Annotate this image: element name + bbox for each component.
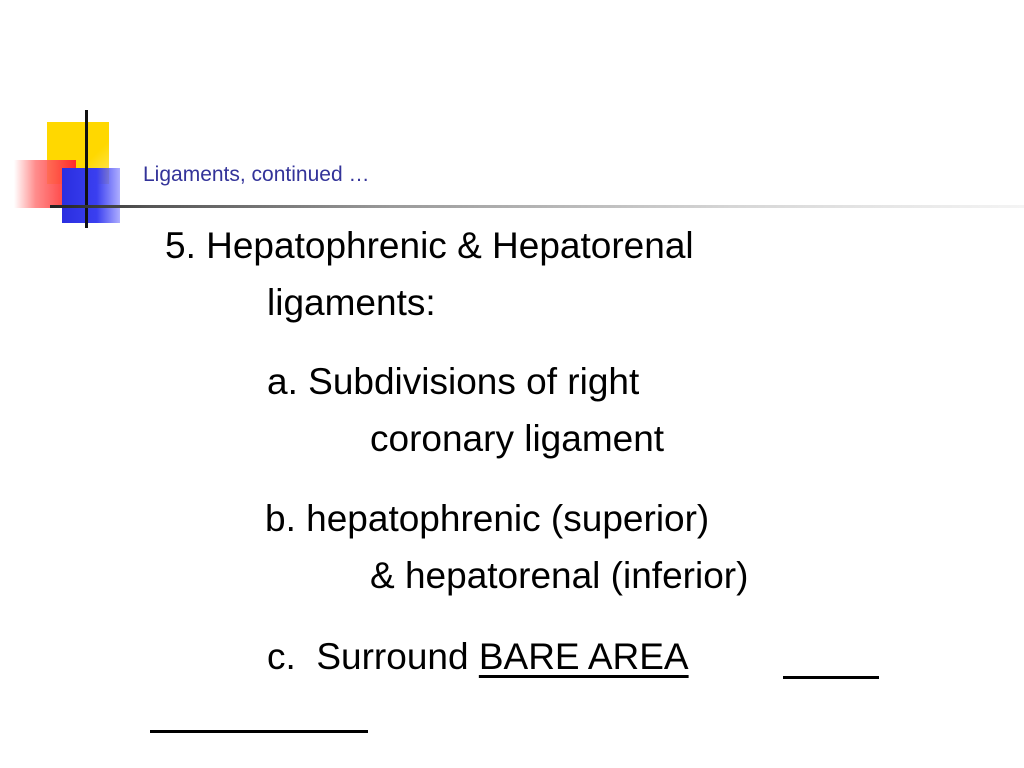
item-5-heading-line2: ligaments: (267, 282, 436, 323)
fill-in-blank-line-continued (150, 730, 368, 733)
item-a-line2: coronary ligament (370, 418, 665, 459)
slide-title: Ligaments, continued … (143, 163, 370, 186)
item-c-prefix: c. Surround (267, 636, 479, 677)
item-5-heading-line1: 5. Hepatophrenic & Hepatorenal (165, 225, 694, 266)
fill-in-blank-line (783, 676, 879, 679)
item-b-line1: b. hepatophrenic (superior) (265, 498, 710, 539)
item-c-answer: BARE AREA (478, 636, 689, 677)
item-c (267, 638, 689, 675)
item-b-line2: & hepatorenal (inferior) (370, 555, 749, 596)
item-a-line1: a. Subdivisions of right (267, 361, 640, 402)
